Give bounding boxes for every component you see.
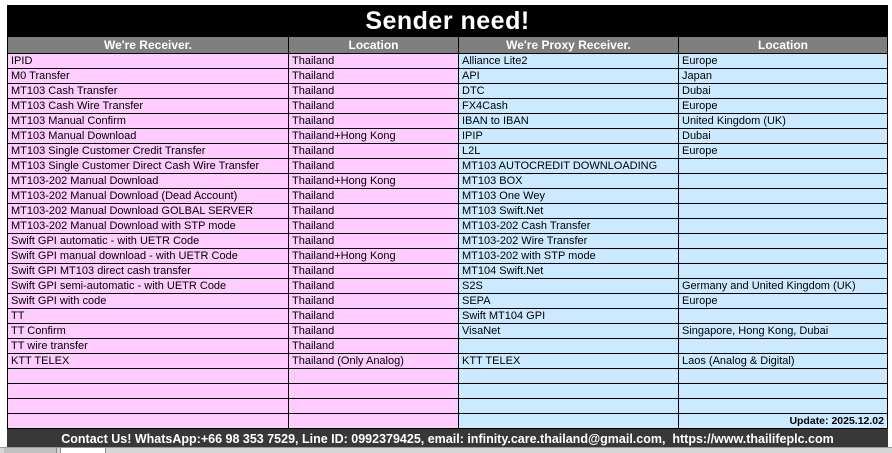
- receiver-location-cell[interactable]: Thailand: [289, 69, 458, 83]
- receiver-cell[interactable]: [8, 399, 288, 413]
- receiver-location-cell[interactable]: Thailand: [289, 204, 458, 218]
- update-date-cell[interactable]: Update: 2025.12.02: [679, 414, 887, 428]
- proxy-receiver-cell[interactable]: [459, 399, 678, 413]
- proxy-location-cell[interactable]: [679, 189, 887, 203]
- proxy-location-cell[interactable]: Japan: [679, 69, 887, 83]
- proxy-receiver-cell[interactable]: DTC: [459, 84, 678, 98]
- column-header-receiver: We're Receiver.: [8, 37, 288, 53]
- proxy-receiver-cell[interactable]: IBAN to IBAN: [459, 114, 678, 128]
- proxy-location-cell[interactable]: Germany and United Kingdom (UK): [679, 279, 887, 293]
- proxy-location-cell[interactable]: [679, 384, 887, 398]
- receiver-cell[interactable]: MT103-202 Manual Download (Dead Account): [8, 189, 288, 203]
- proxy-receiver-cell[interactable]: FX4Cash: [459, 99, 678, 113]
- receiver-cell[interactable]: MT103-202 Manual Download GOLBAL SERVER: [8, 204, 288, 218]
- receiver-location-cell[interactable]: Thailand+Hong Kong: [289, 129, 458, 143]
- receiver-cell[interactable]: MT103 Single Customer Credit Transfer: [8, 144, 288, 158]
- receiver-cell[interactable]: TT: [8, 309, 288, 323]
- receiver-location-cell[interactable]: Thailand: [289, 114, 458, 128]
- proxy-receiver-cell[interactable]: MT103 AUTOCREDIT DOWNLOADING: [459, 159, 678, 173]
- receiver-cell[interactable]: Swift GPI automatic - with UETR Code: [8, 234, 288, 248]
- proxy-location-cell[interactable]: [679, 234, 887, 248]
- proxy-receiver-cell[interactable]: [459, 369, 678, 383]
- column-header-proxy-receiver: We're Proxy Receiver.: [459, 37, 678, 53]
- receiver-location-cell[interactable]: Thailand: [289, 54, 458, 68]
- receiver-location-cell[interactable]: Thailand: [289, 294, 458, 308]
- receiver-location-cell[interactable]: [289, 369, 458, 383]
- sheet: [7, 5, 888, 448]
- proxy-receiver-cell[interactable]: Swift MT104 GPI: [459, 309, 678, 323]
- proxy-receiver-cell[interactable]: VisaNet: [459, 324, 678, 338]
- receiver-cell[interactable]: Swift GPI manual download - with UETR Code: [8, 249, 288, 263]
- sheet-tab-active[interactable]: [60, 448, 106, 453]
- proxy-location-cell[interactable]: [679, 174, 887, 188]
- receiver-location-cell[interactable]: Thailand+Hong Kong: [289, 249, 458, 263]
- receiver-location-cell[interactable]: Thailand: [289, 219, 458, 233]
- proxy-location-cell[interactable]: [679, 204, 887, 218]
- receiver-cell[interactable]: MT103 Manual Download: [8, 129, 288, 143]
- proxy-location-cell[interactable]: [679, 339, 887, 353]
- proxy-location-cell[interactable]: Europe: [679, 54, 887, 68]
- receiver-cell[interactable]: M0 Transfer: [8, 69, 288, 83]
- receiver-location-cell[interactable]: Thailand: [289, 159, 458, 173]
- receiver-cell[interactable]: MT103-202 Manual Download: [8, 174, 288, 188]
- proxy-receiver-cell[interactable]: MT103 Swift.Net: [459, 204, 678, 218]
- proxy-location-cell[interactable]: Laos (Analog & Digital): [679, 354, 887, 368]
- receiver-cell[interactable]: TT Confirm: [8, 324, 288, 338]
- column-header-proxy-location: Location: [679, 37, 887, 53]
- receiver-location-cell[interactable]: [289, 414, 458, 428]
- proxy-receiver-cell[interactable]: MT103-202 with STP mode: [459, 249, 678, 263]
- proxy-location-cell[interactable]: Europe: [679, 99, 887, 113]
- proxy-receiver-cell[interactable]: L2L: [459, 144, 678, 158]
- column-header-receiver-location: Location: [289, 37, 458, 53]
- proxy-receiver-cell[interactable]: MT103 BOX: [459, 174, 678, 188]
- sheet-tab[interactable]: [4, 448, 57, 453]
- receiver-cell[interactable]: [8, 369, 288, 383]
- proxy-location-cell[interactable]: United Kingdom (UK): [679, 114, 887, 128]
- receiver-location-cell[interactable]: Thailand: [289, 99, 458, 113]
- proxy-location-cell[interactable]: [679, 159, 887, 173]
- proxy-receiver-cell[interactable]: KTT TELEX: [459, 354, 678, 368]
- receiver-location-cell[interactable]: [289, 399, 458, 413]
- proxy-location-cell[interactable]: [679, 309, 887, 323]
- receiver-cell[interactable]: MT103-202 Manual Download with STP mode: [8, 219, 288, 233]
- contact-bar[interactable]: Contact Us! WhatsApp:+66 98 353 7529, Line ID: 0992379425, email: infinity.care.thailand@gmail.com, https://www.thailifeplc.com: [7, 429, 888, 448]
- receiver-location-cell[interactable]: Thailand: [289, 279, 458, 293]
- proxy-location-cell[interactable]: Dubai: [679, 84, 887, 98]
- sheet-tab-strip: [0, 447, 892, 453]
- receiver-cell[interactable]: MT103 Single Customer Direct Cash Wire Transfer: [8, 159, 288, 173]
- proxy-receiver-cell[interactable]: MT103-202 Wire Transfer: [459, 234, 678, 248]
- receiver-cell[interactable]: [8, 414, 288, 428]
- receiver-cell[interactable]: TT wire transfer: [8, 339, 288, 353]
- proxy-location-cell[interactable]: [679, 369, 887, 383]
- proxy-receiver-cell[interactable]: [459, 339, 678, 353]
- receiver-cell[interactable]: MT103 Cash Wire Transfer: [8, 99, 288, 113]
- proxy-location-cell[interactable]: Dubai: [679, 129, 887, 143]
- receiver-location-cell[interactable]: Thailand: [289, 264, 458, 278]
- proxy-location-cell[interactable]: [679, 399, 887, 413]
- proxy-receiver-cell[interactable]: S2S: [459, 279, 678, 293]
- receiver-location-cell[interactable]: Thailand: [289, 234, 458, 248]
- receiver-cell[interactable]: [8, 384, 288, 398]
- proxy-receiver-cell[interactable]: API: [459, 69, 678, 83]
- proxy-receiver-cell[interactable]: MT103 One Wey: [459, 189, 678, 203]
- receiver-location-cell[interactable]: Thailand: [289, 189, 458, 203]
- receiver-location-cell[interactable]: Thailand (Only Analog): [289, 354, 458, 368]
- receiver-location-cell[interactable]: Thailand: [289, 84, 458, 98]
- proxy-receiver-cell[interactable]: MT103-202 Cash Transfer: [459, 219, 678, 233]
- proxy-location-cell[interactable]: [679, 249, 887, 263]
- table-body: [7, 53, 888, 429]
- receiver-location-cell[interactable]: Thailand: [289, 339, 458, 353]
- proxy-location-cell[interactable]: [679, 219, 887, 233]
- proxy-receiver-cell[interactable]: [459, 414, 678, 428]
- receiver-location-cell[interactable]: Thailand: [289, 309, 458, 323]
- receiver-cell[interactable]: KTT TELEX: [8, 354, 288, 368]
- receiver-cell[interactable]: MT103 Manual Confirm: [8, 114, 288, 128]
- receiver-cell[interactable]: Swift GPI MT103 direct cash transfer: [8, 264, 288, 278]
- column-header-row: [7, 37, 888, 53]
- receiver-cell[interactable]: IPID: [8, 54, 288, 68]
- proxy-location-cell[interactable]: Singapore, Hong Kong, Dubai: [679, 324, 887, 338]
- receiver-cell[interactable]: Swift GPI with code: [8, 294, 288, 308]
- receiver-location-cell[interactable]: [289, 384, 458, 398]
- proxy-receiver-cell[interactable]: [459, 384, 678, 398]
- proxy-receiver-cell[interactable]: SEPA: [459, 294, 678, 308]
- page-title: Sender need!: [7, 5, 888, 37]
- proxy-location-cell[interactable]: Europe: [679, 144, 887, 158]
- receiver-cell[interactable]: MT103 Cash Transfer: [8, 84, 288, 98]
- receiver-location-cell[interactable]: Thailand: [289, 144, 458, 158]
- receiver-cell[interactable]: Swift GPI semi-automatic - with UETR Code: [8, 279, 288, 293]
- receiver-location-cell[interactable]: Thailand+Hong Kong: [289, 174, 458, 188]
- proxy-receiver-cell[interactable]: IPIP: [459, 129, 678, 143]
- proxy-location-cell[interactable]: [679, 264, 887, 278]
- receiver-location-cell[interactable]: Thailand: [289, 324, 458, 338]
- proxy-receiver-cell[interactable]: MT104 Swift.Net: [459, 264, 678, 278]
- proxy-location-cell[interactable]: Europe: [679, 294, 887, 308]
- proxy-receiver-cell[interactable]: Alliance Lite2: [459, 54, 678, 68]
